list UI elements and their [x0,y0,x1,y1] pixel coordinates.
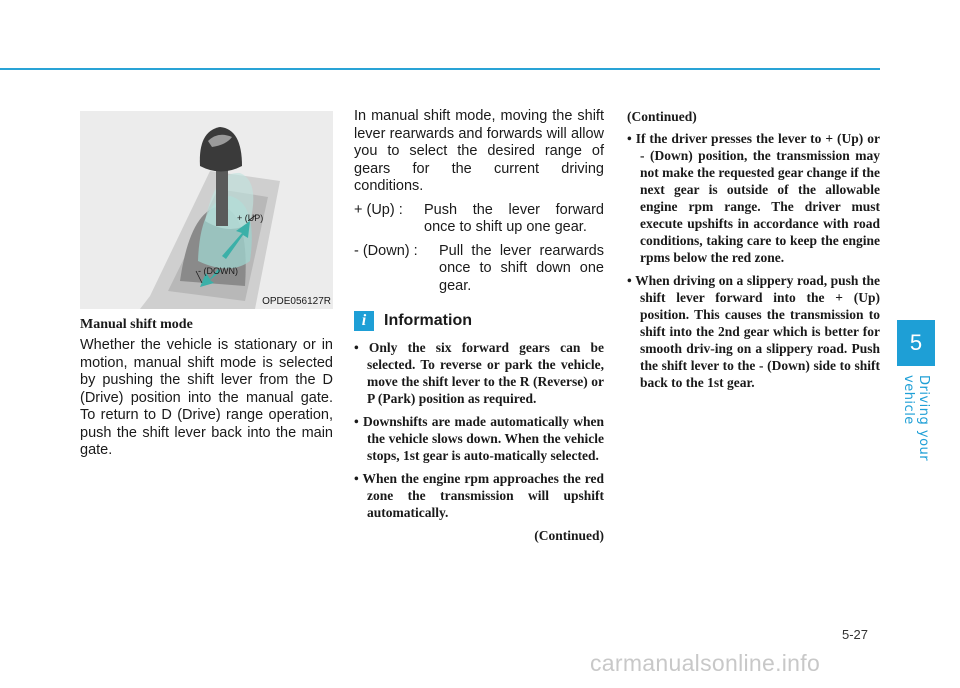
info-bullet: • Downshifts are made automatically when the vehicle slows down. When the vehicle stops, 1st gear is auto-matically selected. [354,414,604,463]
definition-up [354,202,604,237]
page-number: 5-27 [842,627,869,642]
column-right [627,108,880,397]
continued-note: (Continued) [534,528,604,543]
info-icon: i [354,311,374,331]
info-bullet: • When the engine rpm approaches the red zone the transmission will upshift automatically. [354,471,604,520]
definition-down [354,243,604,296]
definition-term: - (Down) : [354,242,418,259]
section-number-tab: 5 [897,320,935,366]
info-bullet: • Only the six forward gears can be selected. To reverse or park the vehicle, move the shift lever to the R (Reverse) or P (Park) position as required. [354,340,605,406]
definition-desc: Pull the lever rearwards once to shift down one gear. [439,242,604,294]
manual-shift-heading: Manual shift mode [80,317,193,332]
watermark: carmanualsonline.info [590,650,821,676]
information-header [354,311,604,331]
figure-code: OPDE056127R [262,296,331,307]
continued-header: (Continued) [627,109,697,124]
column-left [80,111,333,460]
information-title: Information [384,312,472,329]
definition-term: + (Up) : [354,201,403,218]
info-bullet: • When driving on a slippery road, push the shift lever forward into the + (Up) position. This causes the transmission to shift into the 2nd gear which is better for smooth driv-ing on a slippery road. Push the shift lever to the - (Down) side to shift back to the 1st gear. [627,273,881,390]
section-title: Driving your vehicle [901,375,931,462]
definition-desc: Push the lever forward once to shift up one gear. [424,201,604,235]
manual-shift-body: Whether the vehicle is stationary or in motion, manual shift mode is selected by pushing the shift lever from the D (Drive) position into the manual gate. To return to D (Drive) range operation, push the shift lever back into the main gate. [80,337,333,458]
info-bullet: • If the driver presses the lever to + (Up) or - (Down) position, the transmission may not make the requested gear change if the next gear is outside of the allowable engine rpm range. The driver must execute upshifts in accordance with road conditions, taking care to keep the engine rpms below the red zone. [627,131,880,265]
column-middle [354,108,604,544]
manual-shift-intro: In manual shift mode, moving the shift lever rearwards and forwards will allow you to select the desired range of gears for the current driving conditions. [354,108,604,194]
shift-lever-illustration [80,111,333,309]
header-rule [0,68,880,70]
shift-lever-figure [80,111,333,309]
label-down: - (DOWN) [198,266,238,276]
label-up: + (UP) [237,213,264,223]
